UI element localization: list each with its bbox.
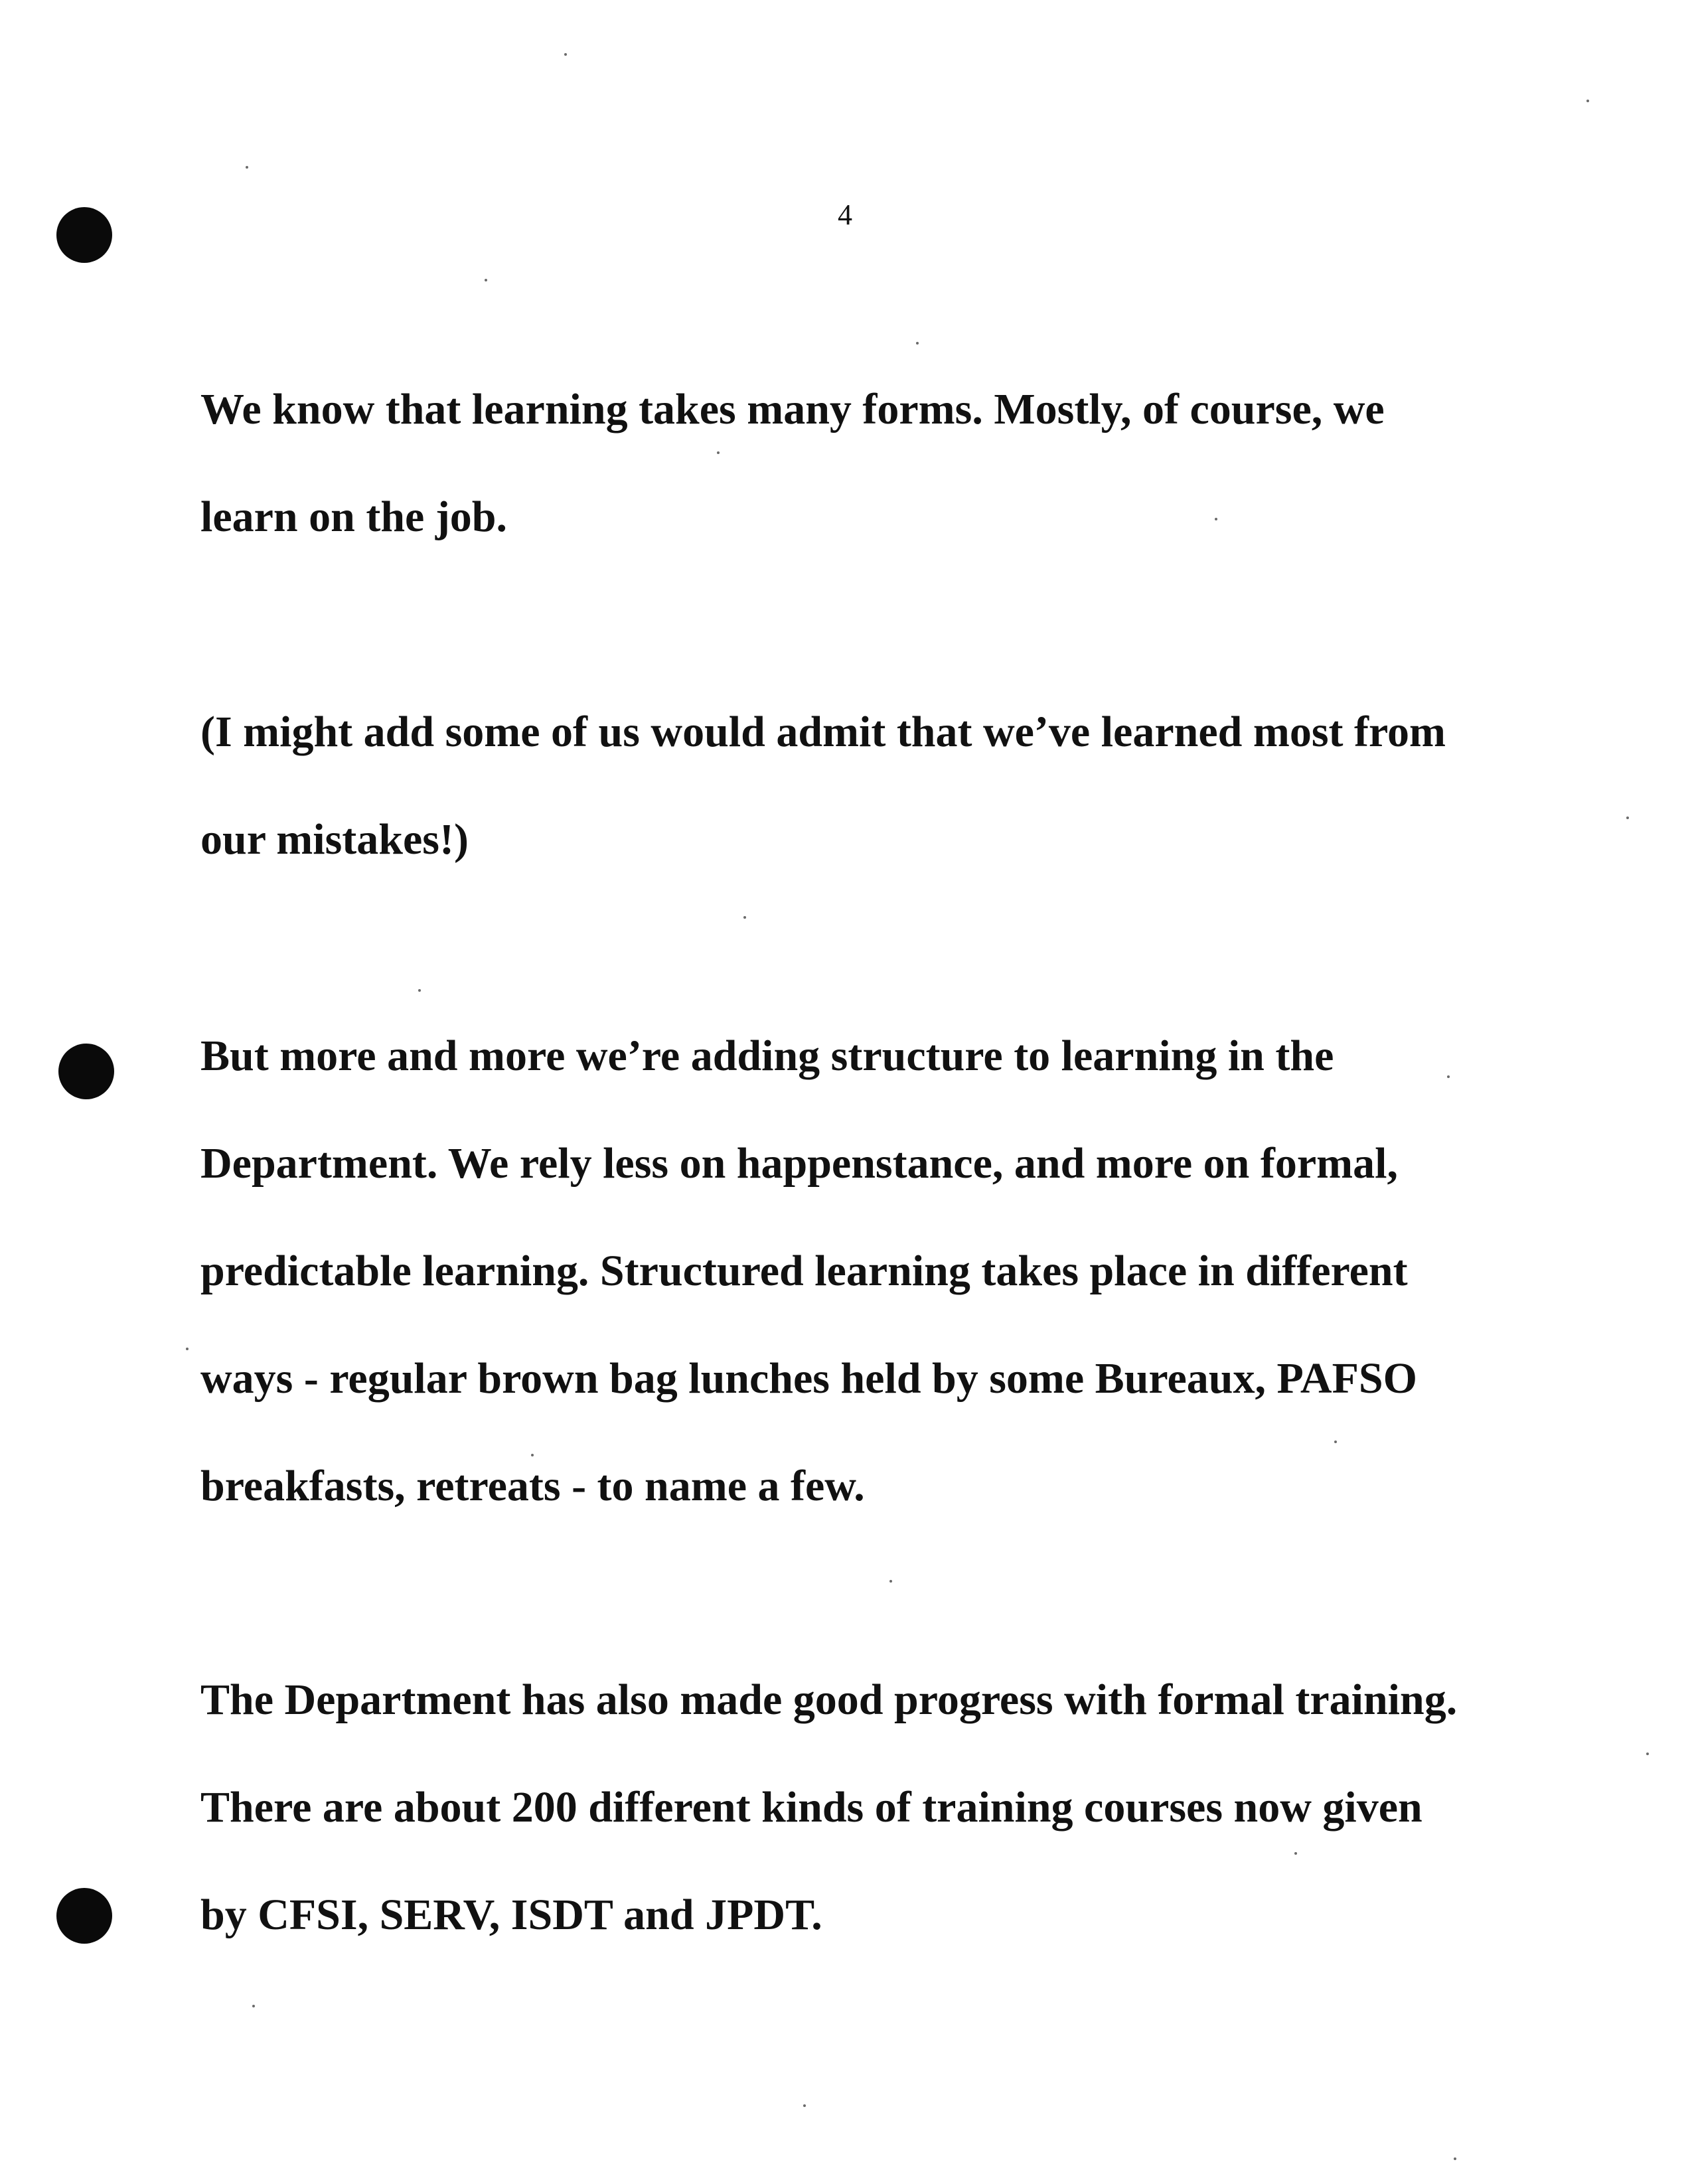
scan-speck xyxy=(1447,1075,1450,1078)
text-line: But more and more we’re adding structure to learning in the xyxy=(200,1032,1334,1080)
text-line: (I might add some of us would admit that we’ve learned most from xyxy=(200,708,1446,756)
text-line: We know that learning takes many forms. Mostly, of course, we xyxy=(200,385,1385,433)
scan-speck xyxy=(1626,817,1629,819)
text-line: The Department has also made good progress with formal training. xyxy=(200,1676,1458,1724)
text-line: breakfasts, retreats - to name a few. xyxy=(200,1462,865,1510)
scan-speck xyxy=(418,989,421,992)
paragraph-formal-training xyxy=(200,1646,1528,1969)
scan-speck xyxy=(1586,100,1589,102)
text-line: learn on the job. xyxy=(200,493,507,541)
margin-bullet-dot xyxy=(56,207,112,263)
scan-speck xyxy=(531,1454,534,1456)
scan-speck xyxy=(564,53,567,56)
text-line: ways - regular brown bag lunches held by some Bureaux, PAFSO xyxy=(200,1354,1417,1403)
scan-speck xyxy=(1334,1441,1337,1443)
scan-speck xyxy=(916,342,919,345)
margin-bullet-dot xyxy=(56,1888,112,1944)
text-line: our mistakes!) xyxy=(200,815,469,864)
scan-speck xyxy=(803,2104,806,2107)
scan-speck xyxy=(743,916,746,919)
scan-speck xyxy=(1646,1753,1649,1755)
text-line: There are about 200 different kinds of training courses now given xyxy=(200,1783,1423,1832)
scan-speck xyxy=(252,2005,255,2007)
scan-speck xyxy=(485,279,487,281)
text-line: Department. We rely less on happenstance, and more on formal, xyxy=(200,1139,1398,1188)
scan-speck xyxy=(1215,518,1217,520)
margin-bullet-dot xyxy=(58,1044,114,1099)
paragraph-learning-forms xyxy=(200,356,1528,571)
scan-speck xyxy=(186,1348,189,1350)
text-line: by CFSI, SERV, ISDT and JPDT. xyxy=(200,1891,822,1939)
scan-speck xyxy=(246,166,248,169)
page-number: 4 xyxy=(838,198,852,231)
paragraph-structured-learning xyxy=(200,1002,1528,1540)
scan-speck xyxy=(889,1580,892,1583)
paragraph-mistakes-aside xyxy=(200,678,1528,894)
scan-speck xyxy=(1294,1852,1297,1855)
scan-speck xyxy=(1454,2157,1456,2160)
scan-speck xyxy=(717,451,720,454)
text-line: predictable learning. Structured learning takes place in different xyxy=(200,1247,1408,1295)
